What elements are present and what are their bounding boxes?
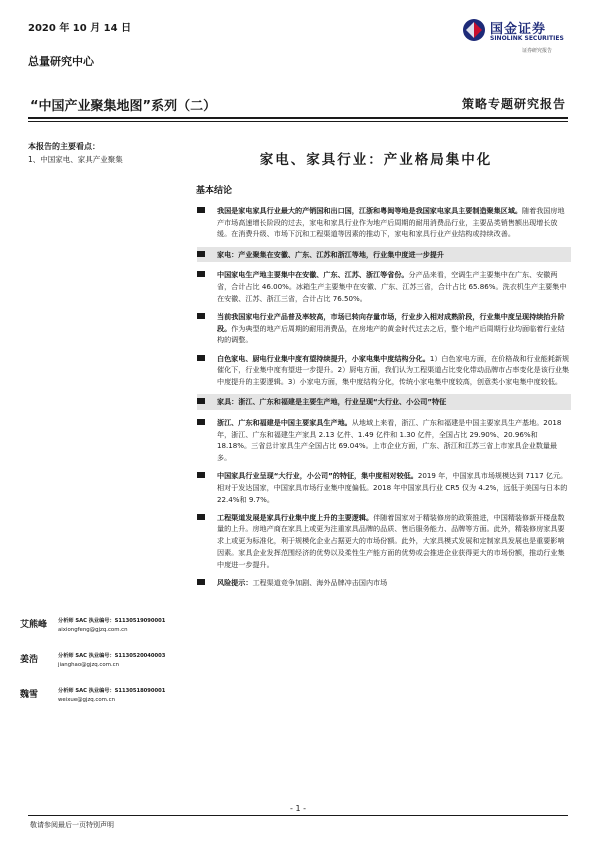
list-item: [197, 470, 571, 505]
list-item: [197, 205, 571, 240]
analyst-license: 分析师 SAC 执业编号：S1130518090001: [58, 688, 166, 694]
conclusion-list: [197, 205, 571, 595]
company-logo: [462, 18, 572, 58]
header-divider: [28, 117, 568, 119]
square-bullet-icon: [197, 514, 205, 520]
section-subheading: [197, 394, 571, 410]
square-bullet-icon: [197, 398, 205, 404]
bullet-body: 1）白色家电方面，在价格战和行业能耗新规催化下，行业集中度有望进一步提升。2）厨电方面，我们认为工程渠道占比变化带动品牌市占率变化是该行业集中度提升的主要逻辑。3）小家电方面，集中度结构分化，传统小家电集中度较高，创意类小家电集中度较低。: [217, 353, 570, 386]
analyst-license: 分析师 SAC 执业编号：S1130520040003: [58, 653, 166, 659]
department-name: 总量研究中心: [28, 55, 94, 68]
conclusion-title: 基本结论: [196, 186, 233, 196]
bullet-lead: 我国是家电家具行业最大的产销国和出口国，江浙和粤闽等地是我国家电家具主要制造聚集区域。: [217, 206, 523, 215]
logo-subtitle: 证券研究报告: [522, 48, 553, 54]
square-bullet-icon: [197, 355, 205, 361]
square-bullet-icon: [197, 313, 205, 319]
square-bullet-icon: [197, 419, 205, 425]
bullet-lead: 浙江、广东和福建是中国主要家具生产地。: [217, 417, 352, 427]
square-bullet-icon: [197, 271, 205, 277]
logo-mark-icon: [462, 18, 486, 42]
bullet-body: 作为典型的地产后周期的耐用消费品，在房地产的黄金时代过去之后，整个地产后周期行业均面临着行业结构的调整。: [217, 323, 565, 345]
square-bullet-icon: [197, 207, 205, 213]
bullet-body: 分产品来看，空调生产主要集中在广东、安徽两省，合计占比 46.00%。冰箱生产主要集中在安徽、广东、江苏三省，合计占比 65.86%。洗衣机生产主要集中在安徽、江苏、浙江三省，合计占比 76.50%。: [217, 270, 567, 303]
bullet-body: 从地域上来看，浙江、广东和福建是中国主要家具生产基地。2018 年，浙江、广东和福建生产家具 2.13 亿件、1.49 亿件和 1.30 亿件，全国占比 29.90%、20.96%和 18.18%。三省总计家具生产全国占比 69.04%。上市企业方面，广东、浙江和江苏三省上市家具企业数量最多。: [217, 417, 562, 462]
analyst-name: 姜浩: [20, 655, 39, 665]
section-subheading: [197, 247, 571, 263]
bullet-lead: 风险提示：: [217, 577, 253, 587]
square-bullet-icon: [197, 472, 205, 478]
bullet-lead: 中国家电生产地主要集中在安徽、广东、江苏、浙江等省份。: [217, 270, 409, 280]
analyst-name: 艾熊峰: [20, 620, 48, 630]
list-item: [197, 311, 571, 346]
analyst-license: 分析师 SAC 执业编号：S1130519090001: [58, 618, 166, 624]
highlights-title: 本报告的主要看点：: [28, 142, 100, 151]
bullet-body: 2019 年，中国家具市场规模达到 7117 亿元。相对于发达国家，中国家具市场行业集中度偏低。2018 年中国家具行业 CR5 仅为 4.2%，远低于美国与日本的 22.4%和 9.7%。: [217, 471, 568, 504]
analyst-card: [20, 617, 190, 652]
analyst-list: [20, 617, 190, 722]
square-bullet-icon: [197, 579, 205, 585]
bullet-body: 随着我国房地产市场高速增长阶段的过去，家电和家具行业作为地产后周期的耐用消费品行业，主要品类销售额出现增长放缓。在消费升级、市场下沉和工程渠道等因素的推动下，家电和家具行业产业结构或持续改善。: [217, 206, 565, 239]
logo-text-cn: 国金证券: [490, 22, 547, 37]
list-item: [197, 269, 571, 304]
page-number: - 1 -: [290, 804, 306, 813]
bullet-lead: 白色家电、厨电行业集中度有望持续提升，小家电集中度结构分化。: [217, 353, 430, 363]
square-bullet-icon: [197, 251, 205, 257]
list-item: [197, 417, 571, 464]
subheading-text: 家电：产业聚集在安徽、广东、江苏和浙江等地，行业集中度进一步提升: [217, 249, 444, 259]
bullet-lead: 工程渠道发展是家具行业集中度上升的主要逻辑。: [217, 512, 374, 522]
analyst-email[interactable]: weixue@gjzq.com.cn: [58, 697, 116, 703]
disclaimer-text: 敬请参阅最后一页特别声明: [30, 821, 114, 829]
page-title: 家电、家具行业：产业格局集中化: [259, 152, 493, 168]
list-item: [197, 512, 571, 571]
analyst-email[interactable]: jianghao@gjzq.com.cn: [58, 662, 120, 668]
analyst-name: 魏雪: [20, 690, 39, 700]
analyst-card: [20, 687, 190, 722]
analyst-card: [20, 652, 190, 687]
list-item: [197, 577, 571, 589]
bullet-body: 工程渠道竞争加剧、海外品牌冲击国内市场: [252, 577, 388, 587]
report-date: 2020 年 10 月 14 日: [28, 23, 132, 34]
series-title: “中国产业聚集地图”系列（二）: [30, 99, 217, 114]
logo-text-en: SINOLINK SECURITIES: [490, 35, 564, 42]
bullet-body: 伴随着国家对于精装修房的政策推进，中国精装修新开楼盘数量的上升。房地产商在家具上或更为注重家具品牌的品质、售后服务能力、品牌等方面。此外，精装修房家具要求上或更为标准化，利于规模化企业占据更大的市场份额。此外，大家具模式发展和定制家具发展也是重要影响因素。家具企业发挥范围经济的优势以及柔性生产能方面的优势或会推进企业获得更大的市场份额，推动行业集中度进一步提升。: [217, 512, 565, 569]
highlight-item: 1、中国家电、家具产业聚集: [28, 155, 123, 164]
list-item: [197, 353, 571, 388]
subheading-text: 家具：浙江、广东和福建是主要生产地，行业呈现“大行业、小公司”特征: [217, 397, 447, 407]
bullet-lead: 中国家具行业呈现“大行业，小公司”的特征，集中度相对较低。: [217, 471, 418, 481]
header-divider-thin: [28, 121, 568, 122]
bullet-lead: 当前我国家电行业产品普及率较高，市场已转向存量市场，行业步入相对成熟阶段，行业集中度呈现持续抬升阶段。: [217, 311, 565, 333]
report-type: 策略专题研究报告: [461, 97, 566, 111]
analyst-email[interactable]: aixiongfeng@gjzq.com.cn: [58, 627, 128, 633]
footer-divider: [28, 815, 568, 816]
